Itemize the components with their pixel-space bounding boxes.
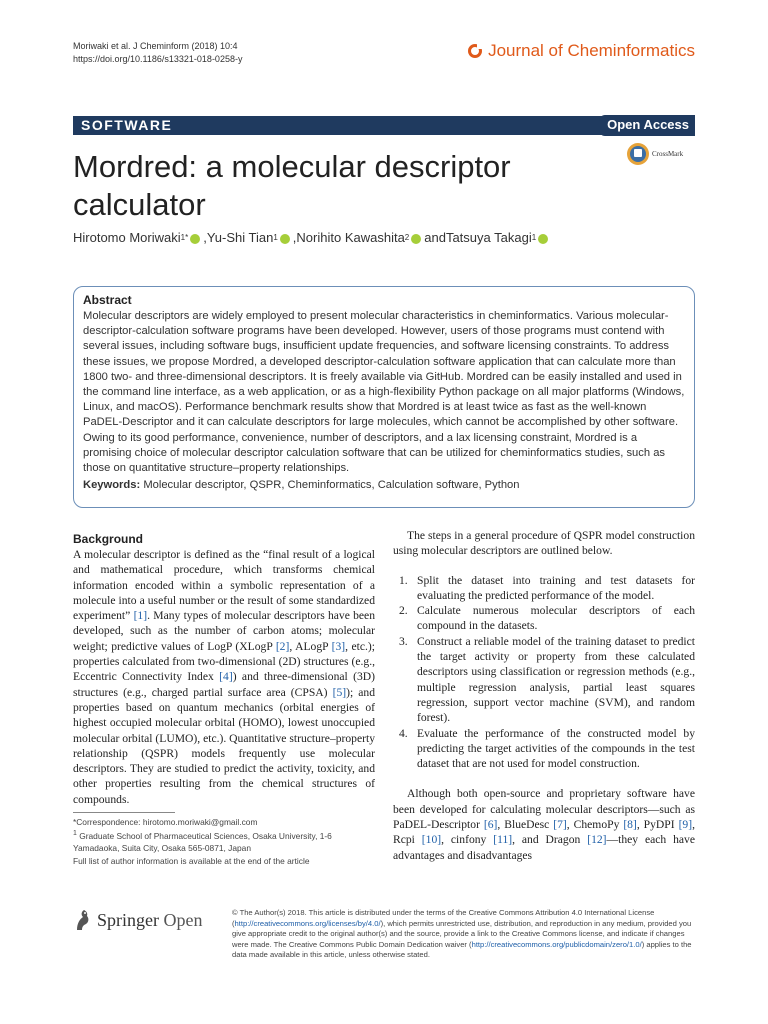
doi-link[interactable]: https://doi.org/10.1186/s13321-018-0258-y [73, 54, 243, 64]
author-affiliation-mark: 2 [404, 233, 410, 242]
author-affiliation-mark: 1* [180, 233, 189, 242]
crossmark-icon [627, 143, 649, 165]
author-list [73, 230, 551, 245]
citation-ref[interactable]: [11] [493, 833, 513, 847]
crossmark-badge[interactable] [627, 143, 683, 165]
citation-ref[interactable]: [3] [331, 639, 346, 653]
abstract-box [73, 286, 695, 508]
affiliation-mark: 1 [73, 830, 77, 838]
author-name[interactable]: Yu‑Shi Tian [206, 230, 274, 245]
text-run: © The Author(s) 2018. This article is distributed under the terms of the Creative Commons Attribution 4.0 International License ( [232, 908, 655, 928]
license-notice [232, 908, 700, 961]
journal-name: Journal of Cheminformatics [488, 41, 695, 60]
author-name[interactable]: Hirotomo Moriwaki [73, 230, 181, 245]
step-number: 2. [399, 604, 408, 618]
text-run: —they each have advantages and disadvantages [393, 833, 696, 862]
text-run: ) applies to the data made available in this article, unless otherwise stated. [232, 939, 692, 960]
citation-ref[interactable]: [8] [623, 818, 637, 832]
background-heading: Background [73, 532, 144, 546]
citation-ref[interactable]: [6] [483, 818, 498, 832]
text-run: , Rcpi [393, 818, 695, 847]
text-run: , ALogP [289, 639, 332, 653]
text-run: , BlueDesc [497, 818, 554, 832]
author-name[interactable]: Norihito Kawashita [296, 230, 405, 245]
author-separator: and [424, 230, 446, 245]
citation-ref[interactable]: [5] [332, 685, 347, 699]
publisher-logo[interactable] [73, 908, 203, 932]
text-run: . Many types of molecular descriptors have been developed, such as the number of carbon atoms; molecular weight; predictive values of LogP (XLogP [73, 609, 375, 653]
right-column [393, 528, 695, 863]
publisher-brand: Springer [97, 909, 159, 930]
journal-logo-icon [468, 44, 482, 58]
text-run: , and Dragon [512, 833, 588, 847]
text-run: , etc.); properties calculated from two-dimensional (2D) structures (e.g., Eccentric Connectivity Index [73, 639, 375, 684]
article-citation [73, 40, 242, 66]
citation-ref[interactable]: [4] [219, 670, 233, 684]
author-affiliation-mark: 1 [273, 233, 278, 242]
text-run: , cinfony [441, 833, 494, 847]
step-number: 3. [399, 634, 408, 648]
author-affiliation-mark: 1 [531, 233, 537, 242]
footnotes [73, 816, 373, 867]
correspondence-note[interactable]: *Correspondence: hirotomo.moriwaki@gmail.com [73, 817, 258, 827]
affiliation-text: Graduate School of Pharmaceutical Sciences, Osaka University, 1-6 Yamadaoka, Suita City, Osaka 565-0871, Japan [73, 831, 332, 854]
steps-list [393, 573, 695, 772]
author-info-note: Full list of author information is available at the end of the article [73, 855, 310, 866]
list-item [393, 603, 695, 634]
citation-ref[interactable]: [9] [678, 818, 693, 832]
orcid-icon[interactable] [538, 234, 548, 244]
step-text: Construct a reliable model of the training dataset to predict the target activity or property from these calculated descriptors using classification or regression methods (e.g., multiple regression analysis, partial least squares regression, support vector machine (SVM), and random forest). [417, 634, 695, 725]
list-item [393, 726, 695, 772]
article-title: Mordred: a molecular descriptor calculator [73, 149, 511, 222]
text-run: , PyDPI [636, 818, 679, 832]
step-text: Split the dataset into training and test datasets for evaluating the predicted performance of the model. [417, 573, 695, 602]
text-run: A molecular descriptor is defined as the “final result of a logical and mathematical procedure, which transforms chemical information encoded within a symbolic representation of a molecule into a useful number or the result of some standardized experiment” [73, 548, 375, 623]
orcid-icon[interactable] [411, 234, 421, 244]
step-number: 1. [399, 573, 408, 587]
citation-ref[interactable]: [10] [421, 833, 442, 847]
list-item [393, 573, 695, 604]
text-run: Although both open-source and proprietary software have been developed for calculating molecular descriptors—such as PaDEL-Descriptor [393, 787, 695, 832]
list-item [393, 634, 695, 726]
open-access-badge: Open Access [599, 115, 695, 136]
citation-ref[interactable]: [1] [133, 609, 148, 623]
steps-intro: The steps in a general procedure of QSPR model construction using molecular descriptors are outlined below. [393, 529, 695, 558]
author-name[interactable]: Tatsuya Takagi [445, 230, 532, 245]
text-run: ) and three-dimensional (3D) structures (e.g., charged partial surface area (CPSA) [73, 670, 375, 699]
citation-ref[interactable]: [7] [553, 818, 567, 832]
citation-ref[interactable]: [2] [275, 639, 290, 653]
citation-line: Moriwaki et al. J Cheminform (2018) 10:4 [73, 41, 238, 51]
orcid-icon[interactable] [280, 234, 290, 244]
author-separator: , [292, 230, 297, 245]
background-paragraph [73, 547, 375, 807]
footnote-divider [73, 812, 175, 813]
software-paragraph [393, 786, 695, 862]
section-label: SOFTWARE [81, 117, 173, 133]
author-separator: , [203, 230, 207, 245]
step-text: Calculate numerous molecular descriptors of each compound in the datasets. [417, 604, 695, 633]
springer-horse-icon [73, 908, 91, 932]
crossmark-label: CrossMark [652, 150, 684, 158]
left-column [73, 532, 375, 807]
public-domain-link[interactable]: http://creativecommons.org/publicdomain/zero/1.0/ [471, 939, 642, 949]
section-bar [73, 116, 695, 135]
keywords-list: Molecular descriptor, QSPR, Cheminformatics, Calculation software, Python [143, 479, 520, 492]
publisher-brand-open: Open [163, 909, 203, 930]
keywords-label: Keywords: [83, 479, 141, 492]
journal-brand[interactable] [468, 41, 695, 61]
step-number: 4. [399, 726, 408, 740]
citation-ref[interactable]: [12] [587, 833, 607, 847]
license-link[interactable]: http://creativecommons.org/licenses/by/4.0/ [234, 918, 381, 928]
text-run: , ChemoPy [566, 818, 624, 832]
text-run: ); and properties based on quantum mechanics (orbital energies of highest occupied molecular orbital (HOMO), lowest unoccupied molecular orbital (LUMO), etc.). Quantitative structure–property relationship (QSPR) models frequently use molecular descriptors. They are studied to predict the activity, toxicity, and other properties resulting from the chemical structures of compounds. [73, 685, 375, 806]
step-text: Evaluate the performance of the constructed model by predicting the target activities of the compounds in the test dataset that are not used for model construction. [417, 726, 695, 771]
text-run: ), which permits unrestricted use, distribution, and reproduction in any medium, provided you give appropriate credit to the original author(s) and the source, provide a link to the Creative Commons license, and indicate if changes were made. The Creative Commons Public Domain Dedication waiver ( [232, 918, 692, 949]
affiliation-note [73, 828, 373, 854]
abstract-text: Molecular descriptors are widely employed to present molecular characteristics in cheminformatics. Various molecular-descriptor-calculation software programs have been developed. However, users of those programs must contend with several issues, including software bugs, insufficient update frequencies, and software licensing constraints. To address these issues, we propose Mordred, a developed descriptor-calculation software application that can calculate more than 1800 two- and three-dimensional descriptors. It is freely available via GitHub. Mordred can be easily installed and used in the command line interface, as a web application, or as a high-flexibility Python package on all major platforms (Windows, Linux, and macOS). Performance benchmark results show that Mordred is at least twice as fast as the well-known PaDEL-Descriptor and it can calculate descriptors for large molecules, which cannot be accomplished by other software. Owing to its good performance, convenience, number of descriptors, and a lax licensing constraint, Mordred is a promising choice of molecular descriptor calculation software that can be utilized for cheminformatics studies, such as those on quantitative structure–property relationships. [83, 310, 685, 475]
abstract-heading: Abstract [83, 293, 132, 307]
publisher-name [97, 910, 203, 931]
keywords-line [83, 479, 685, 491]
orcid-icon[interactable] [190, 234, 200, 244]
